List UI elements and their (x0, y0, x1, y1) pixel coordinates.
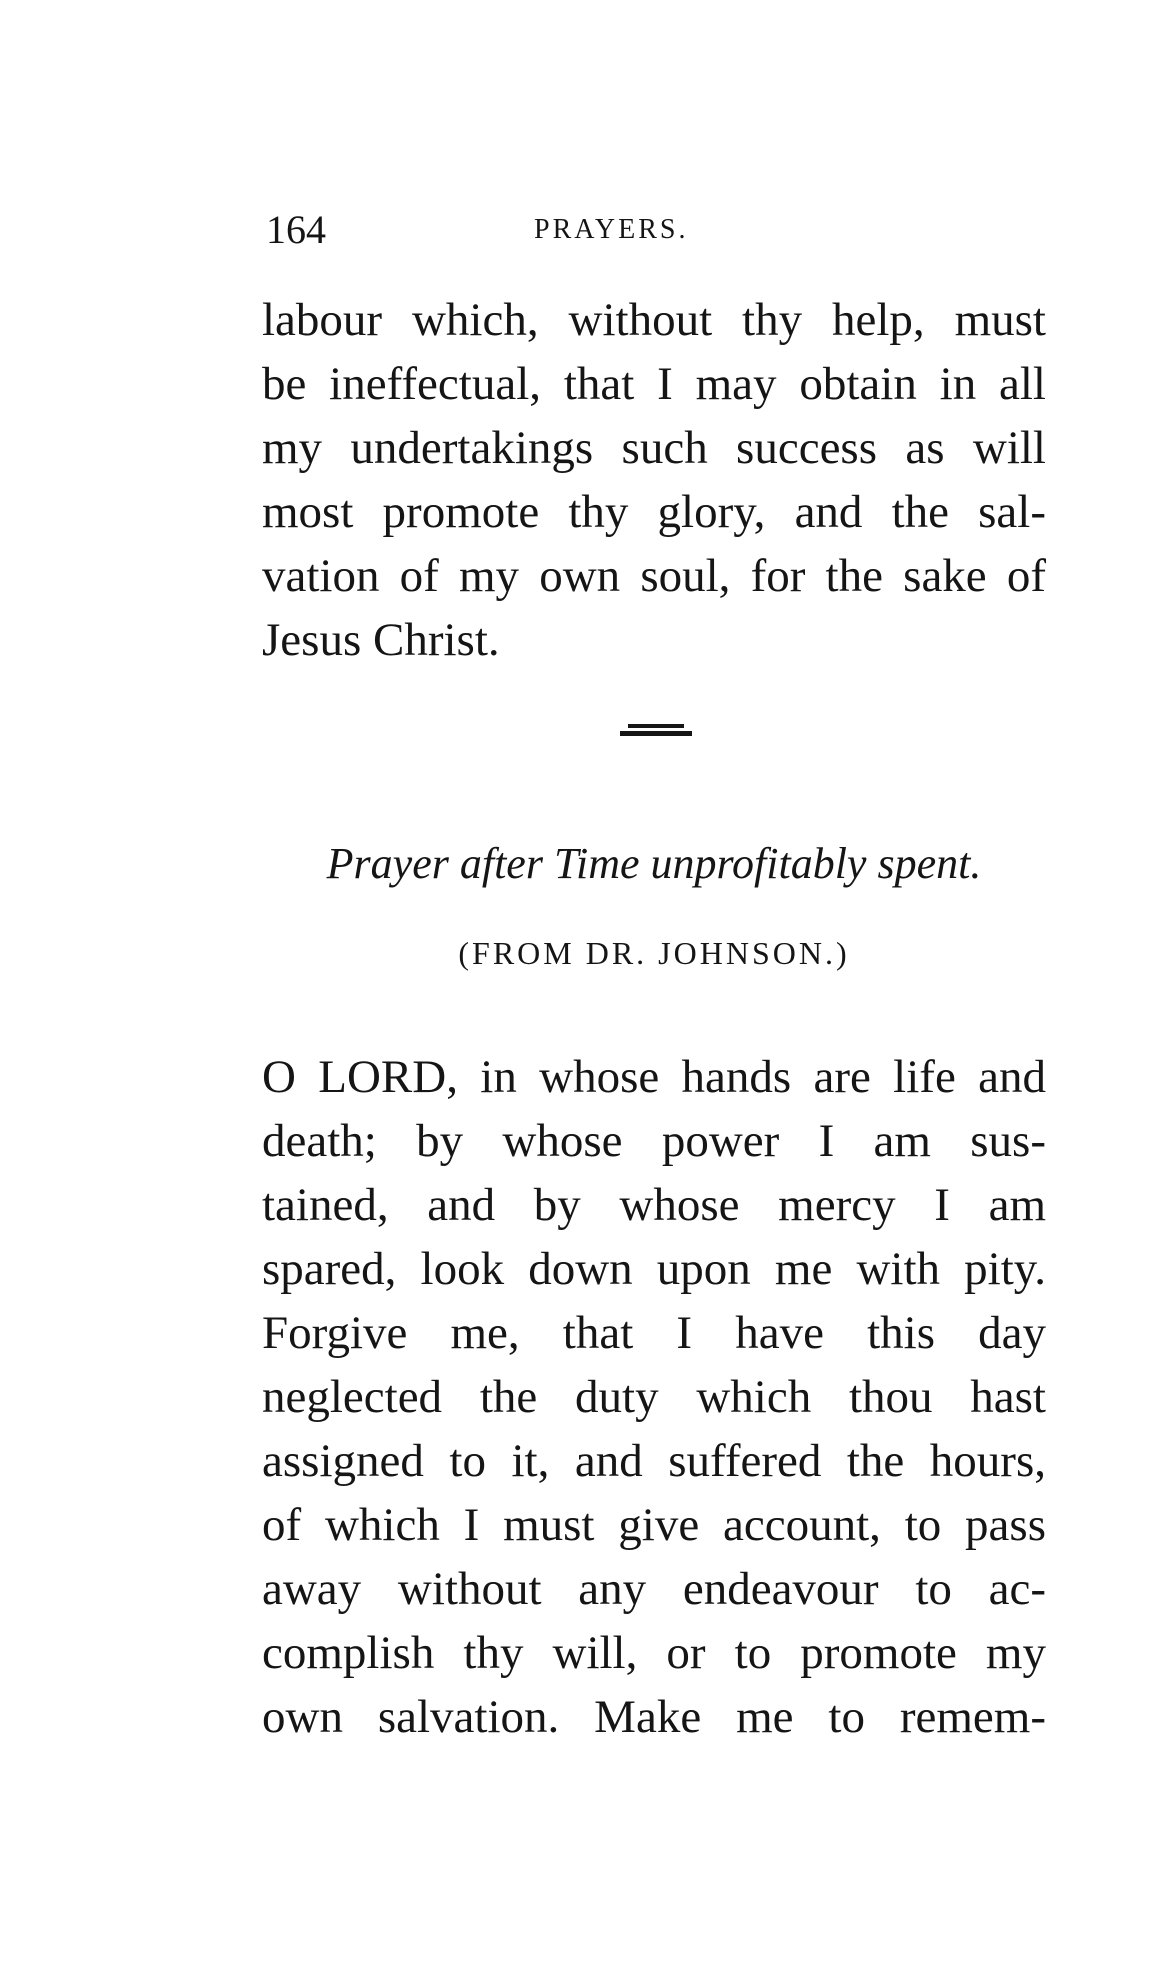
text-line: most promote thy glory, and the sal- (262, 486, 1046, 538)
text-line: labour which, without thy help, must (262, 294, 1046, 346)
text-line: assigned to it, and suffered the hours, (262, 1435, 1046, 1487)
text-line: death; by whose power I am sus- (262, 1115, 1046, 1167)
running-head (266, 205, 1046, 255)
text-line: Forgive me, that I have this day (262, 1307, 1046, 1359)
text-line: O LORD, in whose hands are life and (262, 1051, 1046, 1103)
text-line: tained, and by whose mercy I am (262, 1179, 1046, 1231)
text-line: own salvation. Make me to remem- (262, 1691, 1046, 1743)
text-line: my undertakings such success as will (262, 422, 1046, 474)
prayer-title: Prayer after Time unprofitably spent. (326, 839, 982, 888)
page-number: 164 (266, 207, 326, 252)
prayer-attribution: (FROM DR. JOHNSON.) (458, 935, 850, 971)
divider-rule-bottom (620, 731, 692, 736)
text-line: away without any endeavour to ac- (262, 1563, 1046, 1615)
text-line: of which I must give account, to pass (262, 1499, 1046, 1551)
section-divider (620, 724, 692, 738)
divider-rule-top (628, 724, 684, 728)
continuation-paragraph (262, 288, 1046, 672)
text-line: be ineffectual, that I may obtain in all (262, 358, 1046, 410)
prayer-paragraph (262, 1045, 1046, 1749)
running-title: PRAYERS. (534, 214, 689, 245)
text-line: vation of my own soul, for the sake of (262, 550, 1046, 602)
text-line: neglected the duty which thou hast (262, 1371, 1046, 1423)
text-line: spared, look down upon me with pity. (262, 1243, 1046, 1295)
text-line: Jesus Christ. (262, 614, 500, 666)
text-line: complish thy will, or to promote my (262, 1627, 1046, 1679)
